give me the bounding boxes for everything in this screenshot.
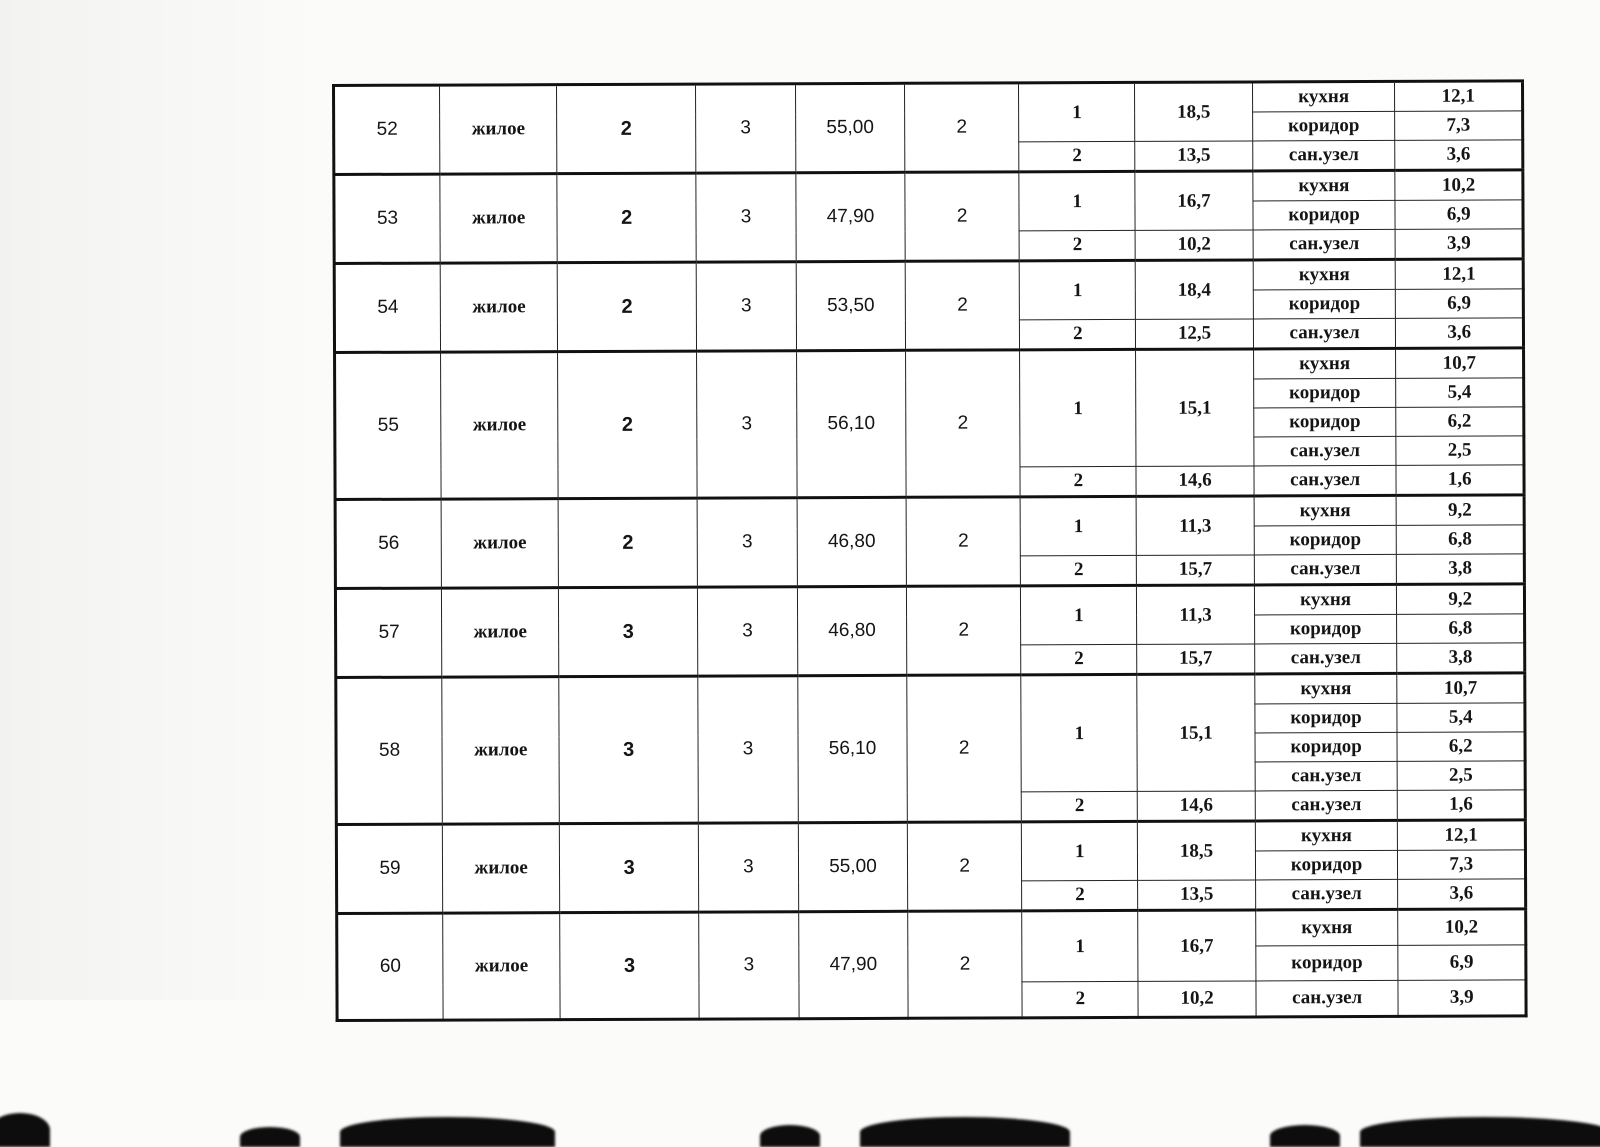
room-number: 1 [1022,910,1139,981]
aux-room-area: 10,7 [1397,673,1525,703]
room-number: 2 [1021,644,1137,674]
table-row [335,584,1524,619]
scan-shadow [0,0,330,1000]
flat-total-area: 46,80 [797,586,906,675]
room-area: 18,5 [1138,821,1255,880]
room-number: 1 [1020,496,1136,555]
room-number: 2 [1021,791,1137,821]
aux-room-name: коридор [1254,525,1397,555]
room-number: 1 [1019,82,1135,141]
aux-room-name: кухня [1253,348,1396,379]
flat-kind: жилое [441,588,559,677]
aux-room-name: кухня [1255,820,1398,851]
apartments-table [332,79,1528,1022]
room-area: 15,7 [1137,644,1254,674]
apartments-table-body [334,81,1527,1021]
flat-number: 58 [336,677,443,824]
flat-floor: 3 [559,587,698,677]
table-row [334,81,1523,116]
room-area: 13,5 [1138,880,1255,910]
flat-capacity: 3 [699,912,799,1019]
flat-number: 56 [335,499,441,588]
aux-room-name: коридор [1256,945,1399,981]
room-number: 1 [1021,674,1138,791]
flat-rooms-count: 2 [906,586,1021,675]
flat-capacity: 3 [697,351,797,498]
flat-rooms-count: 2 [905,261,1020,350]
aux-room-area: 9,2 [1397,495,1525,525]
flat-capacity: 3 [698,676,798,823]
room-number: 2 [1020,466,1136,496]
aux-room-area: 3,6 [1395,140,1523,170]
room-number: 2 [1019,141,1135,171]
flat-number: 54 [334,263,440,352]
aux-room-area: 3,6 [1398,879,1526,909]
aux-room-area: 6,9 [1396,289,1524,318]
table-row [336,673,1525,708]
aux-room-name: сан.узел [1255,790,1398,821]
aux-room-name: кухня [1253,259,1396,290]
aux-room-name: сан.узел [1252,140,1395,171]
flat-floor: 2 [558,498,697,588]
room-area: 16,7 [1138,910,1256,981]
flat-capacity: 3 [696,262,796,351]
flat-rooms-count: 2 [906,497,1021,586]
flat-kind: жилое [442,677,560,824]
flat-kind: жилое [443,913,561,1020]
flat-rooms-count: 2 [908,911,1023,1018]
flat-capacity: 3 [696,173,796,262]
scan-edge-artifacts [0,1084,1600,1135]
aux-room-area: 6,2 [1396,407,1524,436]
flat-floor: 3 [560,912,699,1020]
room-area: 18,5 [1135,82,1252,141]
table-row [335,495,1524,530]
room-area: 11,3 [1137,585,1254,644]
room-area: 10,2 [1136,230,1253,260]
room-number: 2 [1019,230,1135,260]
flat-number: 52 [334,85,440,174]
aux-room-name: сан.узел [1255,879,1398,910]
flat-floor: 2 [557,84,696,174]
aux-room-name: коридор [1255,703,1398,733]
aux-room-name: кухня [1254,495,1397,526]
flat-total-area: 46,80 [797,497,906,586]
flat-rooms-count: 2 [905,172,1020,261]
flat-rooms-count: 2 [906,350,1021,497]
room-area: 12,5 [1136,319,1253,349]
aux-room-name: сан.узел [1253,318,1396,349]
aux-room-name: кухня [1254,673,1397,704]
flat-kind: жилое [441,352,559,499]
room-number: 2 [1020,319,1136,349]
flat-total-area: 55,00 [795,83,904,172]
flat-kind: жилое [440,263,558,352]
room-number: 1 [1019,260,1135,319]
flat-capacity: 3 [697,587,797,676]
flat-capacity: 3 [697,498,797,587]
aux-room-area: 12,1 [1398,820,1526,850]
flat-floor: 2 [558,262,697,352]
flat-rooms-count: 2 [907,822,1022,911]
aux-room-name: кухня [1255,909,1398,946]
room-area: 15,1 [1136,349,1254,466]
aux-room-name: коридор [1252,111,1395,141]
aux-room-area: 1,6 [1396,465,1524,495]
flat-floor: 3 [560,823,699,913]
aux-room-area: 3,8 [1397,554,1525,584]
flat-capacity: 3 [695,84,795,173]
aux-room-name: кухня [1253,170,1396,201]
aux-room-area: 5,4 [1396,378,1524,407]
flat-floor: 2 [557,173,696,263]
room-area: 14,6 [1138,791,1255,821]
aux-room-area: 7,3 [1398,850,1526,879]
room-area: 13,5 [1135,141,1252,171]
aux-room-area: 3,9 [1398,980,1526,1016]
aux-room-area: 12,1 [1396,259,1524,289]
aux-room-name: сан.узел [1254,643,1397,674]
flat-total-area: 53,50 [796,261,905,350]
document-page [332,79,1528,1022]
room-area: 14,6 [1136,466,1253,496]
flat-total-area: 47,90 [799,911,909,1018]
room-area: 15,7 [1137,555,1254,585]
flat-kind: жилое [442,824,560,913]
flat-number: 53 [334,174,440,263]
flat-number: 57 [335,588,441,677]
aux-room-name: сан.узел [1256,980,1399,1017]
flat-number: 60 [337,913,443,1020]
aux-room-area: 5,4 [1397,703,1525,732]
flat-total-area: 55,00 [798,822,907,911]
aux-room-area: 2,5 [1396,436,1524,465]
table-row [337,909,1526,950]
flat-kind: жилое [440,85,558,174]
aux-room-name: сан.узел [1253,229,1396,260]
aux-room-name: коридор [1255,732,1398,762]
flat-number: 55 [335,352,442,499]
aux-room-name: сан.узел [1254,436,1397,466]
flat-rooms-count: 2 [905,83,1020,172]
room-area: 18,4 [1136,260,1253,319]
aux-room-area: 12,1 [1395,81,1523,111]
aux-room-area: 10,2 [1398,909,1526,945]
aux-room-area: 6,9 [1395,200,1523,229]
aux-room-area: 9,2 [1397,584,1525,614]
aux-room-name: кухня [1254,584,1397,615]
aux-room-area: 6,9 [1398,945,1526,980]
flat-total-area: 47,90 [796,172,905,261]
aux-room-area: 6,2 [1397,732,1525,761]
room-area: 10,2 [1138,981,1255,1017]
room-area: 11,3 [1137,496,1254,555]
flat-rooms-count: 2 [907,675,1022,822]
flat-total-area: 56,10 [798,675,908,822]
aux-room-name: коридор [1253,200,1396,230]
aux-room-name: коридор [1253,407,1396,437]
aux-room-area: 10,7 [1396,348,1524,378]
room-number: 1 [1021,585,1137,644]
table-row [335,348,1524,383]
aux-room-name: коридор [1253,378,1396,408]
flat-floor: 2 [558,351,697,499]
table-row [334,170,1523,205]
flat-kind: жилое [440,174,558,263]
aux-room-name: коридор [1254,614,1397,644]
room-number: 2 [1022,880,1138,910]
room-number: 2 [1021,555,1137,585]
aux-room-area: 6,8 [1397,525,1525,554]
room-area: 15,1 [1137,674,1255,791]
aux-room-area: 10,2 [1395,170,1523,200]
aux-room-area: 2,5 [1398,761,1526,790]
room-number: 2 [1022,981,1138,1017]
table-row [336,820,1525,855]
aux-room-name: коридор [1255,850,1398,880]
aux-room-area: 3,8 [1397,643,1525,673]
aux-room-area: 3,9 [1396,229,1524,259]
aux-room-area: 3,6 [1396,318,1524,348]
flat-capacity: 3 [698,823,798,912]
room-number: 1 [1019,171,1135,230]
aux-room-area: 6,8 [1397,614,1525,643]
aux-room-name: коридор [1253,289,1396,319]
room-number: 1 [1022,821,1138,880]
aux-room-area: 7,3 [1395,111,1523,140]
aux-room-name: сан.узел [1254,554,1397,585]
aux-room-name: сан.узел [1254,465,1397,496]
flat-floor: 3 [559,676,698,824]
aux-room-area: 1,6 [1398,790,1526,820]
room-area: 16,7 [1135,171,1252,230]
flat-number: 59 [336,824,442,913]
aux-room-name: кухня [1252,81,1395,112]
aux-room-name: сан.узел [1255,761,1398,791]
flat-kind: жилое [441,499,559,588]
flat-total-area: 56,10 [796,350,906,497]
room-number: 1 [1020,349,1137,466]
table-row [334,259,1523,294]
